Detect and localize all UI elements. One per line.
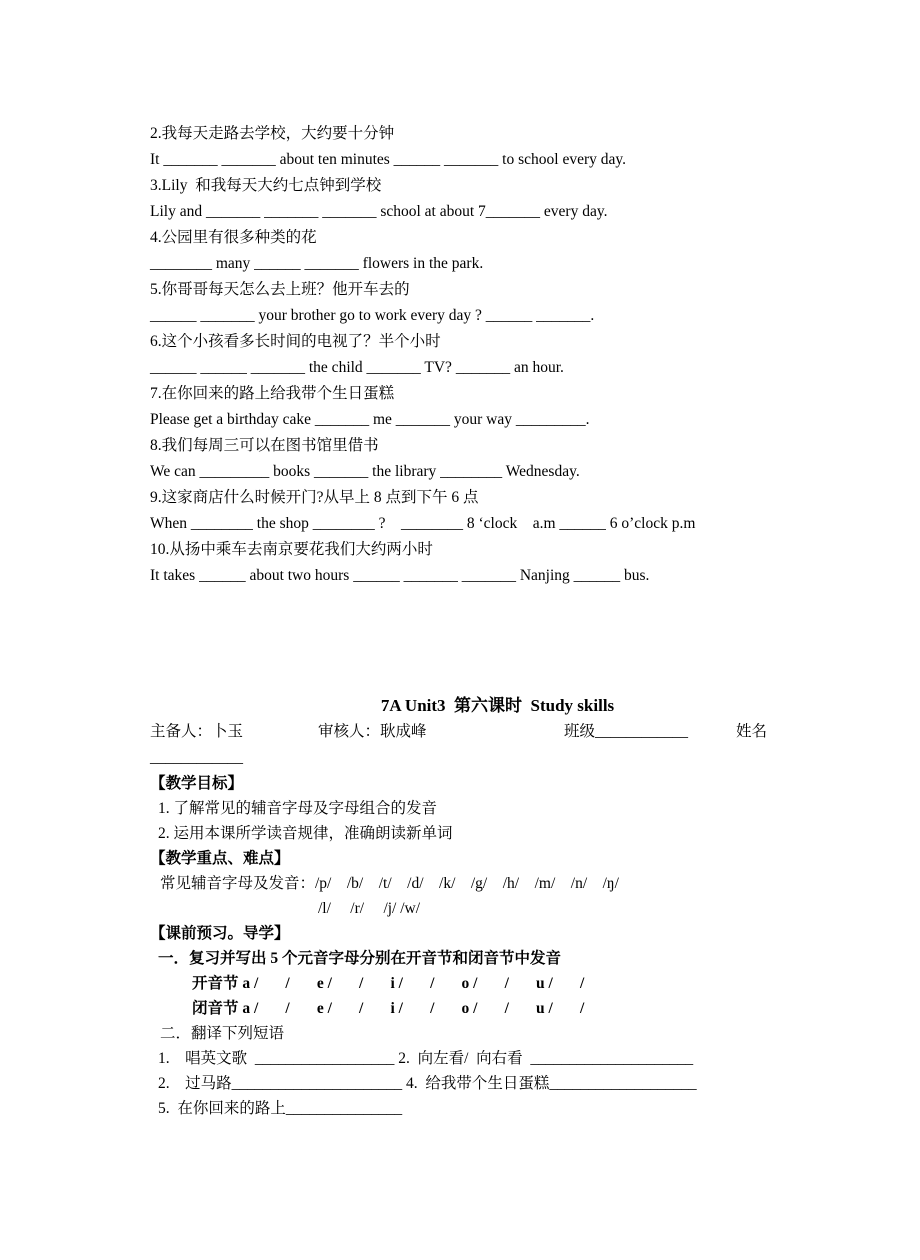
class-field[interactable]: 班级____________	[564, 723, 689, 740]
exercise-7-english: Please get a birthday cake _______ me _______ your way _________.	[150, 411, 590, 428]
exercise-10-chinese: 10.从扬中乘车去南京要花我们大约两小时	[150, 541, 433, 558]
exercise-2-english: It _______ _______ about ten minutes ______ _______ to school every day.	[150, 151, 626, 168]
open-syllable-row[interactable]: 开音节 a / / e / / i / / o / / u / /	[192, 975, 585, 992]
exercise-6-english: ______ ______ _______ the child _______ TV? _______ an hour.	[150, 359, 564, 376]
exercise-5-english: ______ _______ your brother go to work every day ? ______ _______.	[150, 307, 595, 324]
name-label: 姓名	[736, 723, 768, 740]
consonant-sounds-line-2: /l/ /r/ /j/ /w/	[318, 900, 421, 917]
exercise-9-english: When ________ the shop ________ ? ________ 8 ‘clock a.m ______ 6 o’clock p.m	[150, 515, 696, 532]
exercise-9-chinese: 9.这家商店什么时候开门?从早上 8 点到下午 6 点	[150, 489, 479, 506]
lesson-title: 7A Unit3 第六课时 Study skills	[380, 696, 615, 715]
preparer-label: 主备人：卜玉	[150, 723, 244, 740]
exercise-8-english: We can _________ books _______ the library ________ Wednesday.	[150, 463, 580, 480]
key-points-heading: 【教学重点、难点】	[150, 850, 290, 867]
exercise-4-chinese: 4.公园里有很多种类的花	[150, 229, 317, 246]
task-1-heading: 一．复习并写出 5 个元音字母分别在开音节和闭音节中发音	[158, 950, 562, 967]
objective-item-2: 2. 运用本课所学读音规律，准确朗读新单词	[158, 825, 453, 842]
exercise-7-chinese: 7.在你回来的路上给我带个生日蛋糕	[150, 385, 395, 402]
exercise-3-chinese: 3.Lily 和我每天大约七点钟到学校	[150, 177, 382, 194]
exercise-5-chinese: 5.你哥哥每天怎么去上班？他开车去的	[150, 281, 410, 298]
phrase-row-2[interactable]: 2. 过马路______________________ 4. 给我带个生日蛋糕___________________	[158, 1075, 697, 1092]
reviewer-label: 审核人：耿成峰	[318, 723, 427, 740]
exercise-4-english: ________ many ______ _______ flowers in the park.	[150, 255, 484, 272]
exercise-8-chinese: 8.我们每周三可以在图书馆里借书	[150, 437, 379, 454]
name-blank[interactable]: ____________	[150, 749, 243, 766]
phrase-row-1[interactable]: 1. 唱英文歌 __________________ 2. 向左看/ 向右看 _____________________	[158, 1050, 694, 1067]
exercise-10-english: It takes ______ about two hours ______ _______ _______ Nanjing ______ bus.	[150, 567, 650, 584]
exercise-2-chinese: 2.我每天走路去学校，大约要十分钟	[150, 125, 395, 142]
closed-syllable-row[interactable]: 闭音节 a / / e / / i / / o / / u / /	[192, 1000, 585, 1017]
preview-heading: 【课前预习。导学】	[150, 925, 290, 942]
objective-item-1: 1. 了解常见的辅音字母及字母组合的发音	[158, 800, 438, 817]
consonant-sounds-line-1: 常见辅音字母及发音：/p/ /b/ /t/ /d/ /k/ /g/ /h/ /m/ /n/ /ŋ/	[160, 875, 619, 892]
objectives-heading: 【教学目标】	[150, 775, 244, 792]
task-2-heading: 二．翻译下列短语	[160, 1025, 285, 1042]
exercise-6-chinese: 6.这个小孩看多长时间的电视了？半个小时	[150, 333, 441, 350]
phrase-row-3[interactable]: 5. 在你回来的路上_______________	[158, 1100, 403, 1117]
exercise-3-english: Lily and _______ _______ _______ school at about 7_______ every day.	[150, 203, 608, 220]
